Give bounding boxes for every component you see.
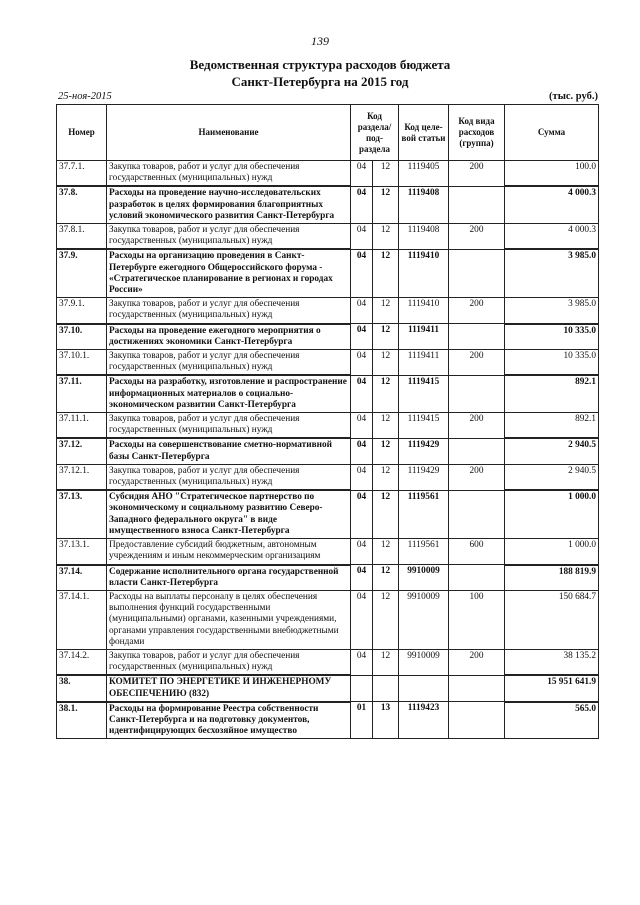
row-name: Закупка товаров, работ и услуг для обеспечения государственных (муниципальных) нужд <box>107 161 351 187</box>
row-section: 04 <box>351 249 373 297</box>
row-name: Расходы на формирование Реестра собственности Санкт-Петербурга и на подготовку документов, идентифицирующих бесхозяйное имущество <box>107 702 351 739</box>
row-number: 37.13.1. <box>57 539 107 565</box>
header-name: Наименование <box>107 105 351 161</box>
table-row <box>57 565 599 591</box>
row-subsection: 12 <box>373 298 399 324</box>
row-name: Расходы на разработку, изготовление и распространение информационных материалов о социально-экономическом развитии Санкт-Петербурга <box>107 375 351 412</box>
row-section: 04 <box>351 490 373 538</box>
title-line-1: Ведомственная структура расходов бюджета <box>189 57 451 72</box>
row-target-code: 1119415 <box>399 375 449 412</box>
row-expense-type <box>449 186 505 223</box>
row-subsection: 12 <box>373 649 399 675</box>
row-name: Закупка товаров, работ и услуг для обеспечения государственных (муниципальных) нужд <box>107 413 351 439</box>
row-amount: 3 985.0 <box>505 298 599 324</box>
document-title <box>0 56 640 90</box>
units-label: (тыс. руб.) <box>549 91 598 102</box>
row-name: Расходы на проведение научно-исследовательских разработок в целях формирования благоприятных условий экономического развития Санкт-Петербурга <box>107 186 351 223</box>
table-row <box>57 161 599 187</box>
row-name: Закупка товаров, работ и услуг для обеспечения государственных (муниципальных) нужд <box>107 649 351 675</box>
row-target-code <box>399 675 449 701</box>
row-name: Предоставление субсидий бюджетным, автономным учреждениям и иным некоммерческим организациям <box>107 539 351 565</box>
table-row <box>57 186 599 223</box>
row-subsection <box>373 675 399 701</box>
row-section: 04 <box>351 224 373 250</box>
row-amount: 188 819.9 <box>505 565 599 591</box>
row-name: Расходы на совершенствование сметно-нормативной базы Санкт-Петербурга <box>107 438 351 464</box>
row-target-code: 9910009 <box>399 649 449 675</box>
table-row <box>57 438 599 464</box>
row-subsection: 12 <box>373 590 399 649</box>
row-number: 37.14.1. <box>57 590 107 649</box>
page-number: 139 <box>311 34 329 48</box>
table-row <box>57 350 599 376</box>
row-name: Закупка товаров, работ и услуг для обеспечения государственных (муниципальных) нужд <box>107 298 351 324</box>
row-amount: 2 940.5 <box>505 438 599 464</box>
row-subsection: 12 <box>373 350 399 376</box>
row-section: 04 <box>351 413 373 439</box>
row-target-code: 1119411 <box>399 350 449 376</box>
table-row <box>57 702 599 739</box>
row-subsection: 12 <box>373 324 399 350</box>
table-row <box>57 224 599 250</box>
row-target-code: 1119408 <box>399 224 449 250</box>
table-row <box>57 375 599 412</box>
row-number: 37.8. <box>57 186 107 223</box>
title-line-2: Санкт-Петербурга на 2015 год <box>231 74 409 89</box>
row-expense-type: 100 <box>449 590 505 649</box>
row-expense-type: 200 <box>449 464 505 490</box>
table-row <box>57 464 599 490</box>
row-amount: 15 951 641.9 <box>505 675 599 701</box>
row-amount: 892.1 <box>505 375 599 412</box>
row-target-code: 1119405 <box>399 161 449 187</box>
row-amount: 4 000.3 <box>505 224 599 250</box>
row-name: Закупка товаров, работ и услуг для обеспечения государственных (муниципальных) нужд <box>107 464 351 490</box>
table-row <box>57 413 599 439</box>
row-target-code: 1119411 <box>399 324 449 350</box>
budget-table <box>56 104 599 739</box>
table-row <box>57 539 599 565</box>
row-subsection: 12 <box>373 464 399 490</box>
row-expense-type <box>449 565 505 591</box>
row-number: 37.12.1. <box>57 464 107 490</box>
row-subsection: 12 <box>373 375 399 412</box>
row-section: 04 <box>351 350 373 376</box>
row-subsection: 12 <box>373 224 399 250</box>
row-number: 37.10. <box>57 324 107 350</box>
row-expense-type <box>449 249 505 297</box>
row-expense-type: 200 <box>449 350 505 376</box>
row-target-code: 1119561 <box>399 490 449 538</box>
row-section: 04 <box>351 590 373 649</box>
row-amount: 565.0 <box>505 702 599 739</box>
row-section: 04 <box>351 438 373 464</box>
table-row <box>57 675 599 701</box>
row-name: Расходы на проведение ежегодного мероприятия о достижениях экономики Санкт-Петербурга <box>107 324 351 350</box>
row-name: Закупка товаров, работ и услуг для обеспечения государственных (муниципальных) нужд <box>107 224 351 250</box>
row-number: 37.7.1. <box>57 161 107 187</box>
row-subsection: 12 <box>373 413 399 439</box>
row-section: 04 <box>351 161 373 187</box>
header-target-code: Код целе-вой статьи <box>399 105 449 161</box>
row-subsection: 12 <box>373 438 399 464</box>
row-amount: 150 684.7 <box>505 590 599 649</box>
header-amount: Сумма <box>505 105 599 161</box>
row-amount: 892.1 <box>505 413 599 439</box>
row-section: 04 <box>351 375 373 412</box>
row-amount: 2 940.5 <box>505 464 599 490</box>
row-amount: 1 000.0 <box>505 490 599 538</box>
row-section: 04 <box>351 649 373 675</box>
row-section: 04 <box>351 324 373 350</box>
row-section: 01 <box>351 702 373 739</box>
header-expense-type: Код вида расходов (группа) <box>449 105 505 161</box>
row-expense-type: 200 <box>449 224 505 250</box>
row-section: 04 <box>351 464 373 490</box>
row-expense-type: 200 <box>449 298 505 324</box>
row-name: Расходы на выплаты персоналу в целях обеспечения выполнения функций государственными (муниципальными) органами, казенными учреждениями, органами управления государственными внебюджетными фондами <box>107 590 351 649</box>
row-number: 37.9.1. <box>57 298 107 324</box>
row-section: 04 <box>351 298 373 324</box>
row-target-code: 1119415 <box>399 413 449 439</box>
row-expense-type: 200 <box>449 161 505 187</box>
row-number: 38. <box>57 675 107 701</box>
row-section: 04 <box>351 539 373 565</box>
row-number: 37.13. <box>57 490 107 538</box>
row-target-code: 1119410 <box>399 249 449 297</box>
row-expense-type <box>449 438 505 464</box>
table-row <box>57 324 599 350</box>
table-row <box>57 649 599 675</box>
row-amount: 10 335.0 <box>505 350 599 376</box>
row-amount: 10 335.0 <box>505 324 599 350</box>
row-target-code: 9910009 <box>399 590 449 649</box>
row-target-code: 9910009 <box>399 565 449 591</box>
row-subsection: 12 <box>373 539 399 565</box>
row-number: 37.10.1. <box>57 350 107 376</box>
table-header-row <box>57 105 599 161</box>
row-number: 38.1. <box>57 702 107 739</box>
row-expense-type: 200 <box>449 413 505 439</box>
row-amount: 4 000.3 <box>505 186 599 223</box>
header-number: Номер <box>57 105 107 161</box>
row-expense-type <box>449 375 505 412</box>
row-target-code: 1119429 <box>399 438 449 464</box>
table-row <box>57 249 599 297</box>
row-amount: 3 985.0 <box>505 249 599 297</box>
row-number: 37.11.1. <box>57 413 107 439</box>
row-name: Содержание исполнительного органа государственной власти Санкт-Петербурга <box>107 565 351 591</box>
row-section: 04 <box>351 565 373 591</box>
row-name: КОМИТЕТ ПО ЭНЕРГЕТИКЕ И ИНЖЕНЕРНОМУ ОБЕСПЕЧЕНИЮ (832) <box>107 675 351 701</box>
row-expense-type: 600 <box>449 539 505 565</box>
row-amount: 38 135.2 <box>505 649 599 675</box>
row-expense-type <box>449 490 505 538</box>
row-name: Субсидия АНО "Стратегическое партнерство по экономическому и социальному развитию Северо-Западного федерального округа" в виде имущественного взноса Санкт-Петербурга <box>107 490 351 538</box>
row-name: Расходы на организацию проведения в Санкт-Петербурге ежегодного Общероссийского форума - «Стратегическое планирование в регионах и городах России» <box>107 249 351 297</box>
table-row <box>57 590 599 649</box>
row-amount: 100.0 <box>505 161 599 187</box>
row-subsection: 12 <box>373 161 399 187</box>
report-date: 25-ноя-2015 <box>58 91 112 102</box>
row-number: 37.12. <box>57 438 107 464</box>
row-section <box>351 675 373 701</box>
row-expense-type: 200 <box>449 649 505 675</box>
row-target-code: 1119429 <box>399 464 449 490</box>
row-subsection: 13 <box>373 702 399 739</box>
row-name: Закупка товаров, работ и услуг для обеспечения государственных (муниципальных) нужд <box>107 350 351 376</box>
row-target-code: 1119561 <box>399 539 449 565</box>
row-number: 37.8.1. <box>57 224 107 250</box>
row-subsection: 12 <box>373 186 399 223</box>
row-number: 37.14. <box>57 565 107 591</box>
row-expense-type <box>449 702 505 739</box>
row-number: 37.11. <box>57 375 107 412</box>
row-subsection: 12 <box>373 565 399 591</box>
row-number: 37.9. <box>57 249 107 297</box>
header-section-code: Код раздела/ под-раздела <box>351 105 399 161</box>
row-subsection: 12 <box>373 490 399 538</box>
table-row <box>57 490 599 538</box>
row-number: 37.14.2. <box>57 649 107 675</box>
row-target-code: 1119408 <box>399 186 449 223</box>
table-body <box>57 161 599 739</box>
row-target-code: 1119410 <box>399 298 449 324</box>
row-subsection: 12 <box>373 249 399 297</box>
row-amount: 1 000.0 <box>505 539 599 565</box>
row-section: 04 <box>351 186 373 223</box>
row-expense-type <box>449 324 505 350</box>
table-row <box>57 298 599 324</box>
row-expense-type <box>449 675 505 701</box>
row-target-code: 1119423 <box>399 702 449 739</box>
